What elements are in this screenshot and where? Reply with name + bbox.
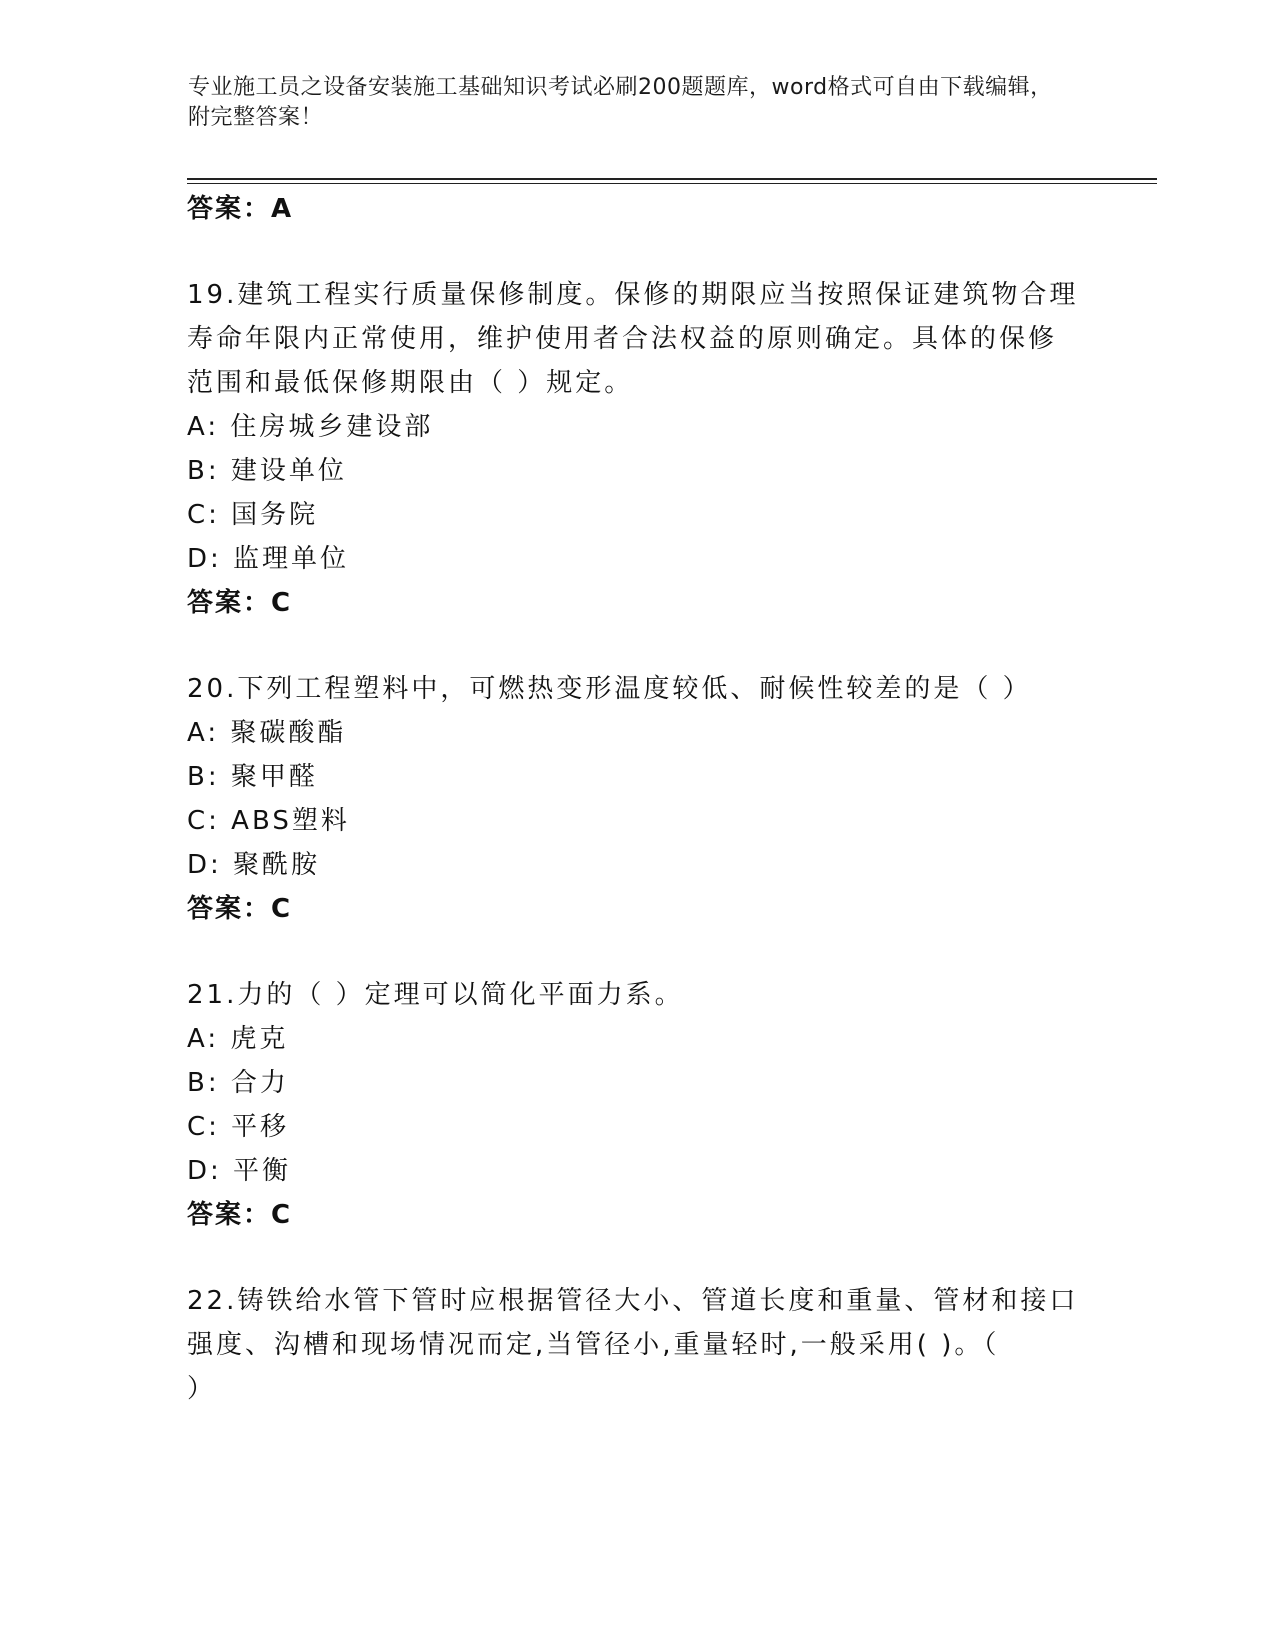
question-20-option-a: A: 聚碳酸酯 [187,718,347,748]
answer-q20: 答案：C [187,894,293,924]
question-22-line-3: ） [187,1374,217,1404]
question-21-option-d: D: 平衡 [187,1156,292,1186]
question-21-option-a: A: 虎克 [187,1024,289,1054]
question-21-line-1: 21.力的（ ）定理可以简化平面力系。 [187,980,684,1010]
question-19-line-3: 范围和最低保修期限由（ ）规定。 [187,368,634,398]
document-header: 专业施工员之设备安装施工基础知识考试必刷200题题库，word格式可自由下载编辑，附完整答案！ [188,75,1053,130]
question-22-line-2: 强度、沟槽和现场情况而定,当管径小,重量轻时,一般采用( )。（ [187,1330,1000,1360]
answer-q18: 答案：A [187,194,294,224]
question-19-option-a: A: 住房城乡建设部 [187,412,434,442]
question-19-option-d: D: 监理单位 [187,544,350,574]
answer-q21: 答案：C [187,1200,293,1230]
question-19-option-c: C: 国务院 [187,500,319,530]
question-22-line-1: 22.铸铁给水管下管时应根据管径大小、管道长度和重量、管材和接口 [187,1286,1079,1316]
question-21-option-b: B: 合力 [187,1068,289,1098]
header-rule-thick [187,178,1157,180]
question-20-line-1: 20.下列工程塑料中，可燃热变形温度较低、耐候性较差的是（ ） [187,674,1032,704]
answer-q19: 答案：C [187,588,293,618]
question-19-line-2: 寿命年限内正常使用，维护使用者合法权益的原则确定。具体的保修 [187,324,1058,354]
question-21-option-c: C: 平移 [187,1112,290,1142]
question-20-option-b: B: 聚甲醛 [187,762,318,792]
header-rule-thin [187,183,1157,184]
question-19-line-1: 19.建筑工程实行质量保修制度。保修的期限应当按照保证建筑物合理 [187,280,1079,310]
question-20-option-c: C: ABS塑料 [187,806,350,836]
question-19-option-b: B: 建设单位 [187,456,347,486]
question-20-option-d: D: 聚酰胺 [187,850,321,880]
